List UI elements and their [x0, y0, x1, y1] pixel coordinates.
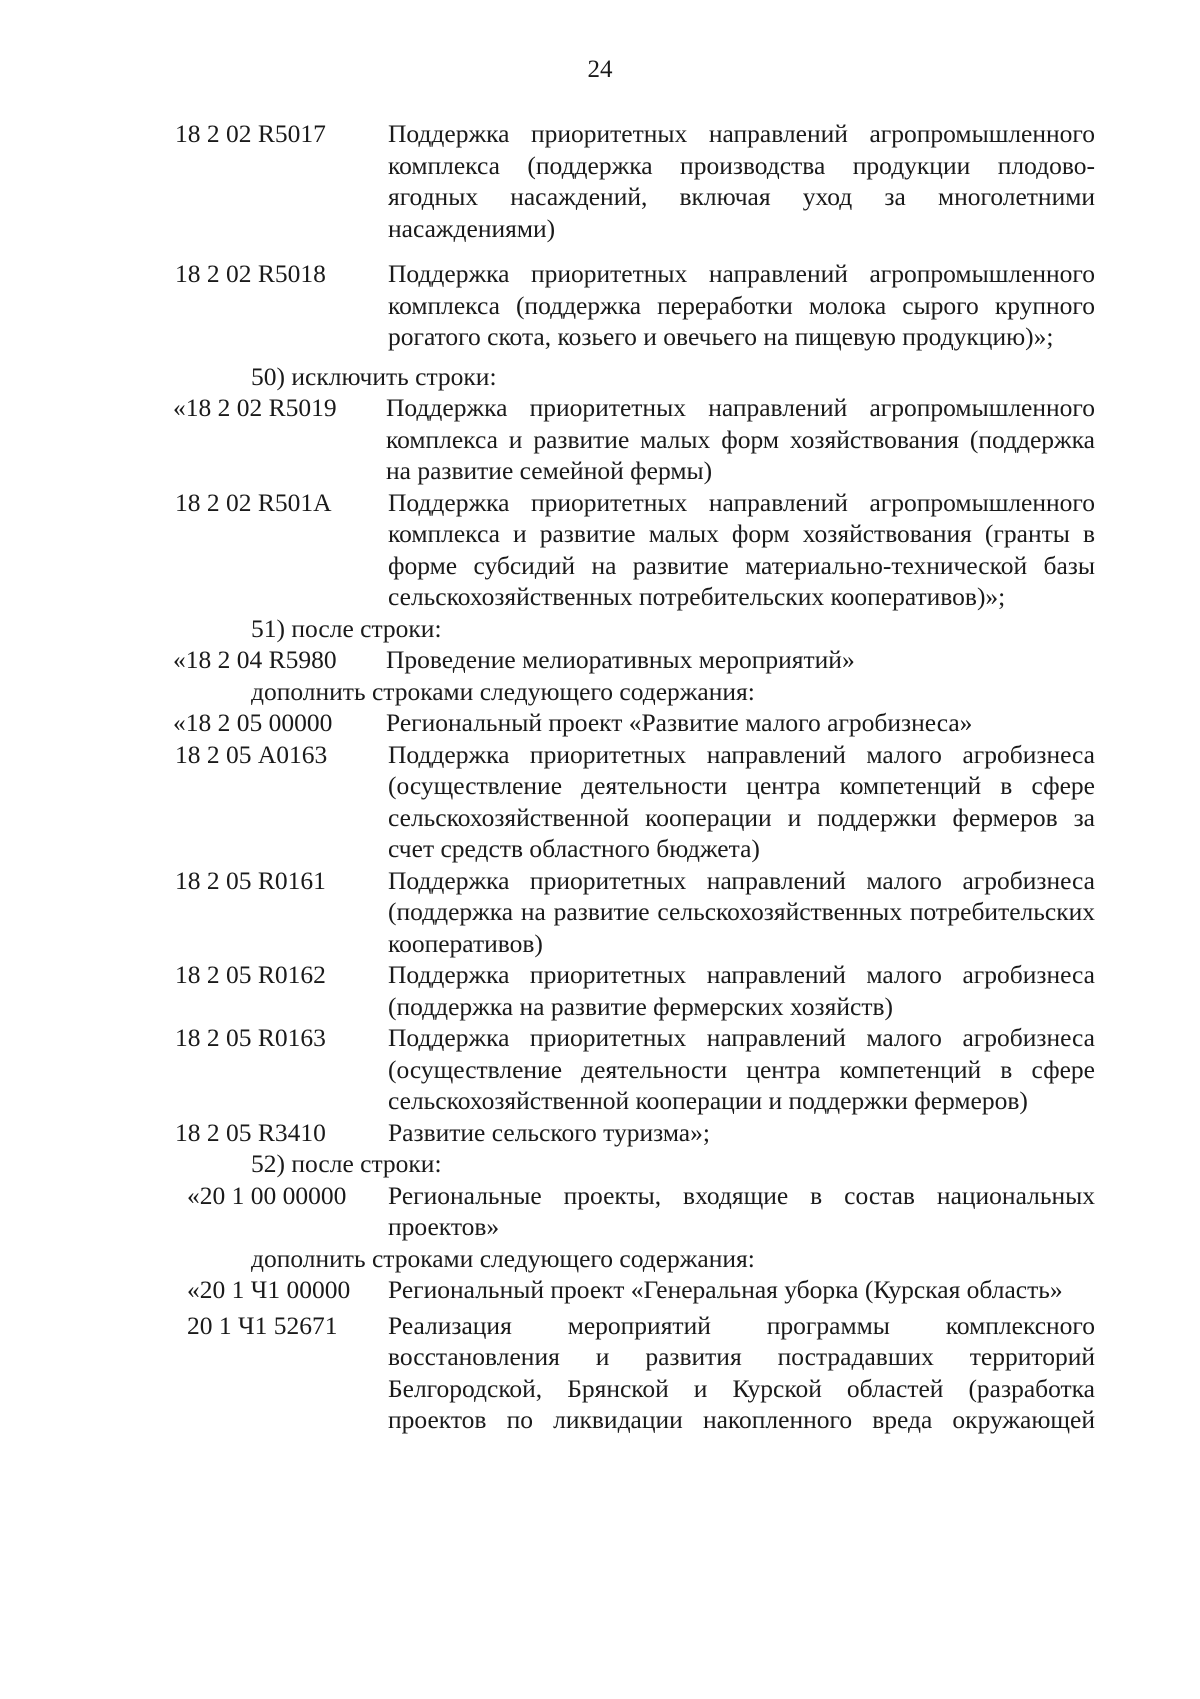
- code-description: Поддержка приоритетных направлений малого агробизнеса (поддержка на развитие сельскохозяйственных потребительских кооперативов): [388, 865, 1095, 958]
- budget-code: 18 2 05 R3410: [175, 1117, 326, 1147]
- code-row: [175, 258, 1095, 353]
- code-row: [175, 959, 1095, 1022]
- code-row: [175, 118, 1095, 244]
- code-description: Региональный проект «Генеральная уборка (Курская область»: [388, 1275, 1063, 1304]
- budget-code: «20 1 00 00000: [187, 1180, 347, 1210]
- code-description: Проведение мелиоративных мероприятий»: [386, 645, 855, 674]
- instruction-line: 52) после строки:: [251, 1149, 442, 1178]
- code-row: [175, 1310, 1095, 1436]
- budget-code: 18 2 05 R0163: [175, 1023, 326, 1052]
- budget-code: 18 2 02 R5017: [175, 119, 326, 148]
- budget-code: 18 2 05 А0163: [175, 739, 328, 769]
- code-row: [175, 865, 1095, 960]
- budget-code: 18 2 02 R501A: [175, 487, 332, 517]
- document-body: [175, 118, 1095, 1436]
- budget-code: 20 1 Ч1 52671: [187, 1310, 338, 1340]
- instruction-line: 50) исключить строки:: [251, 361, 497, 391]
- budget-code: 18 2 02 R5018: [175, 259, 326, 288]
- code-row: [175, 487, 1095, 613]
- instruction-line: дополнить строками следующего содержания:: [251, 676, 755, 706]
- budget-code: «20 1 Ч1 00000: [187, 1275, 351, 1304]
- code-description: Поддержка приоритетных направлений малого агробизнеса (осуществление деятельности центра компетенций в сфере сельскохозяйственной кооперации и поддержки фермеров за счет средств областного бюджета): [388, 739, 1095, 863]
- code-description: Региональные проекты, входящие в состав национальных проектов»: [388, 1180, 1095, 1241]
- code-row: [175, 1180, 1095, 1243]
- code-description: Поддержка приоритетных направлений агропромышленного комплекса (поддержка переработки молока сырого крупного рогатого скота, козьего и овечьего на пищевую продукцию)»;: [388, 259, 1095, 351]
- code-description: Поддержка приоритетных направлений малого агробизнеса (осуществление деятельности центра компетенций в сфере сельскохозяйственной кооперации и поддержки фермеров): [388, 1023, 1095, 1115]
- budget-code: «18 2 05 00000: [173, 708, 333, 737]
- code-row: [175, 1117, 1095, 1149]
- page-number: 24: [587, 56, 613, 83]
- budget-code: 18 2 05 R0161: [175, 865, 326, 895]
- code-description: Поддержка приоритетных направлений малого агробизнеса (поддержка на развитие фермерских хозяйств): [388, 960, 1095, 1021]
- budget-code: «18 2 04 R5980: [173, 645, 337, 674]
- code-row: [175, 392, 1095, 487]
- instruction-line: 51) после строки:: [251, 613, 442, 643]
- budget-code: «18 2 02 R5019: [173, 393, 337, 422]
- code-row: [175, 739, 1095, 865]
- code-description: Поддержка приоритетных направлений агропромышленного комплекса и развитие малых форм хозяйствования (поддержка на развитие семейной фермы): [386, 393, 1095, 485]
- code-row: [175, 644, 1095, 676]
- code-description: Поддержка приоритетных направлений агропромышленного комплекса (поддержка производства продукции плодово-ягодных насаждений, включая уход за многолетними насаждениями): [388, 119, 1095, 243]
- code-description: Поддержка приоритетных направлений агропромышленного комплекса и развитие малых форм хозяйствования (гранты в форме субсидий на развитие материально-технической базы сельскохозяйственных потребительских кооперативов)»;: [388, 487, 1095, 611]
- instruction-line: дополнить строками следующего содержания:: [251, 1243, 755, 1273]
- code-description: Развитие сельского туризма»;: [388, 1117, 710, 1147]
- code-row: [175, 1274, 1095, 1306]
- code-description: Региональный проект «Развитие малого агробизнеса»: [386, 708, 973, 737]
- budget-code: 18 2 05 R0162: [175, 960, 326, 989]
- code-row: [175, 1022, 1095, 1117]
- code-row: [175, 707, 1095, 739]
- code-description: Реализация мероприятий программы комплексного восстановления и развития пострадавших территорий Белгородской, Брянской и Курской областей (разработка проектов по ликвидации накопленного вреда окружающей: [388, 1310, 1095, 1434]
